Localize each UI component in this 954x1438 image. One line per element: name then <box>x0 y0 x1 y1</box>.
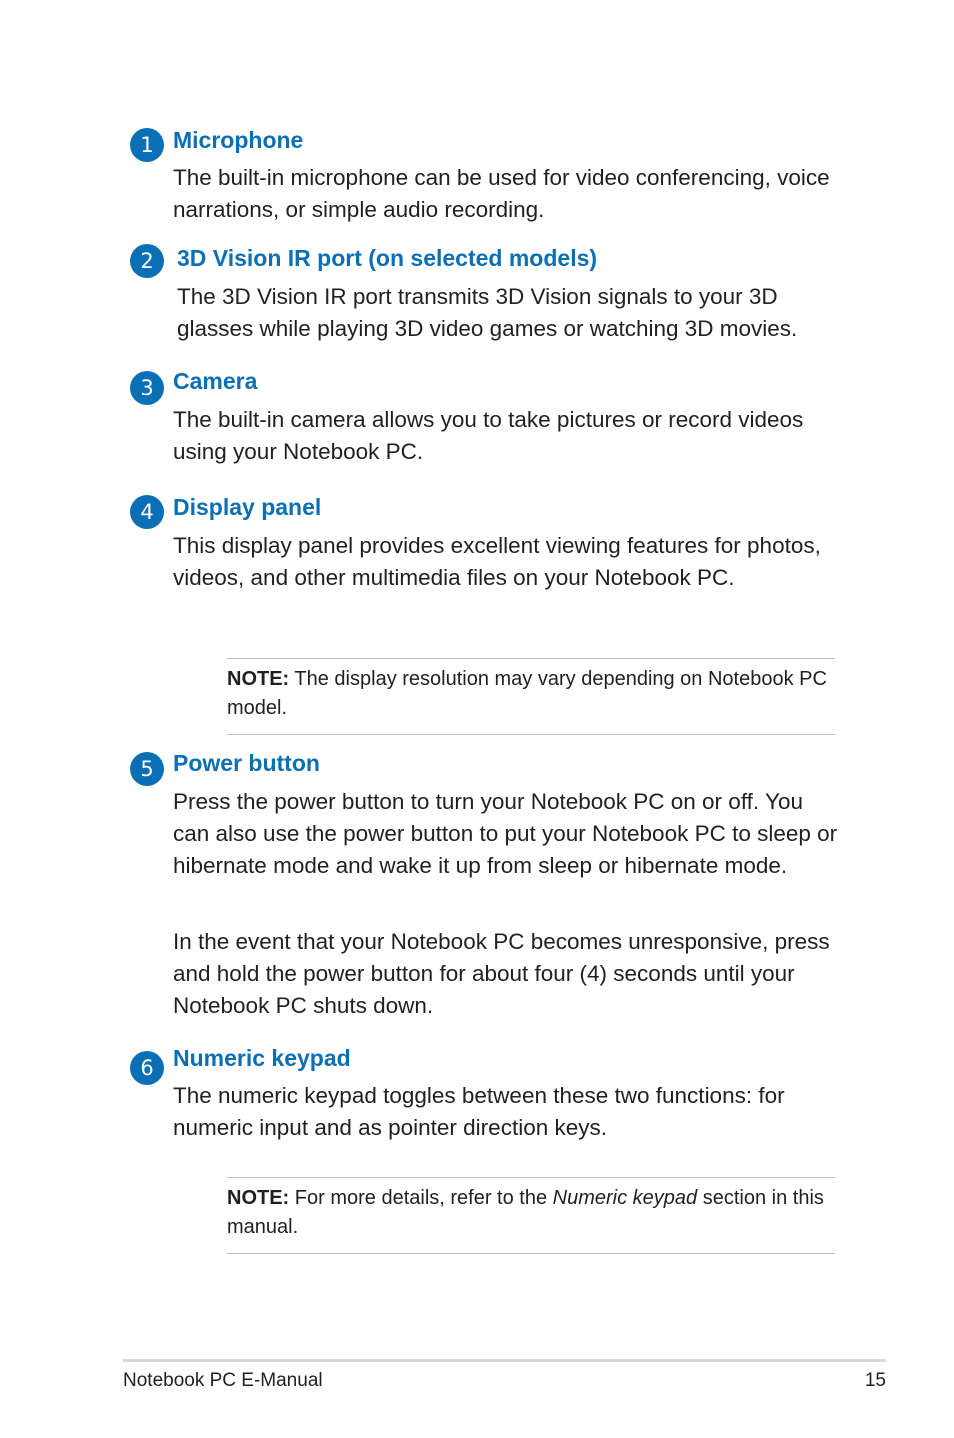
number-badge: 2 <box>130 244 164 278</box>
footer-divider <box>123 1359 886 1362</box>
note-reference: Numeric keypad <box>552 1187 698 1209</box>
number-badge: 1 <box>130 128 164 162</box>
number-badge: 6 <box>130 1051 164 1085</box>
note-box <box>227 658 835 735</box>
number-badge: 5 <box>130 752 164 786</box>
note-label: NOTE: <box>227 1187 290 1209</box>
note-text: For more details, refer to the <box>289 1187 553 1209</box>
number-badge: 4 <box>130 495 164 529</box>
section-description: Press the power button to turn your Notebook PC on or off. You can also use the power button to put your Notebook PC to sleep or hibernate mode and wake it up from sleep or hibernate mode. <box>173 789 838 878</box>
section-description: The numeric keypad toggles between these two functions: for numeric input and as pointer direction keys. <box>173 1083 785 1140</box>
section-description: This display panel provides excellent viewing features for photos, videos, and other multimedia files on your Notebook PC. <box>173 533 821 590</box>
section-title: Numeric keypad <box>173 1045 351 1071</box>
section-title: Display panel <box>173 494 322 520</box>
number-badge: 3 <box>130 371 164 405</box>
section-description: The built-in microphone can be used for video conferencing, voice narrations, or simple audio recording. <box>173 165 830 222</box>
section-description: The built-in camera allows you to take pictures or record videos using your Notebook PC. <box>173 407 804 464</box>
footer-page-number: 15 <box>864 1370 886 1391</box>
section-title: 3D Vision IR port (on selected models) <box>177 245 598 271</box>
section-title: Power button <box>173 750 320 776</box>
note-text: The display resolution may vary depending on Notebook PC model. <box>227 668 827 719</box>
note-box <box>227 1177 835 1254</box>
section-title: Microphone <box>173 127 304 153</box>
footer-manual-title: Notebook PC E-Manual <box>123 1370 323 1391</box>
section-description: The 3D Vision IR port transmits 3D Vision signals to your 3D glasses while playing 3D video games or watching 3D movies. <box>177 284 798 341</box>
section-title: Camera <box>173 368 258 394</box>
section-description-extra: In the event that your Notebook PC becomes unresponsive, press and hold the power button for about four (4) seconds until your Notebook PC shuts down. <box>173 929 830 1018</box>
note-text-end: section in this manual. <box>227 1187 824 1238</box>
note-label: NOTE: <box>227 668 290 690</box>
